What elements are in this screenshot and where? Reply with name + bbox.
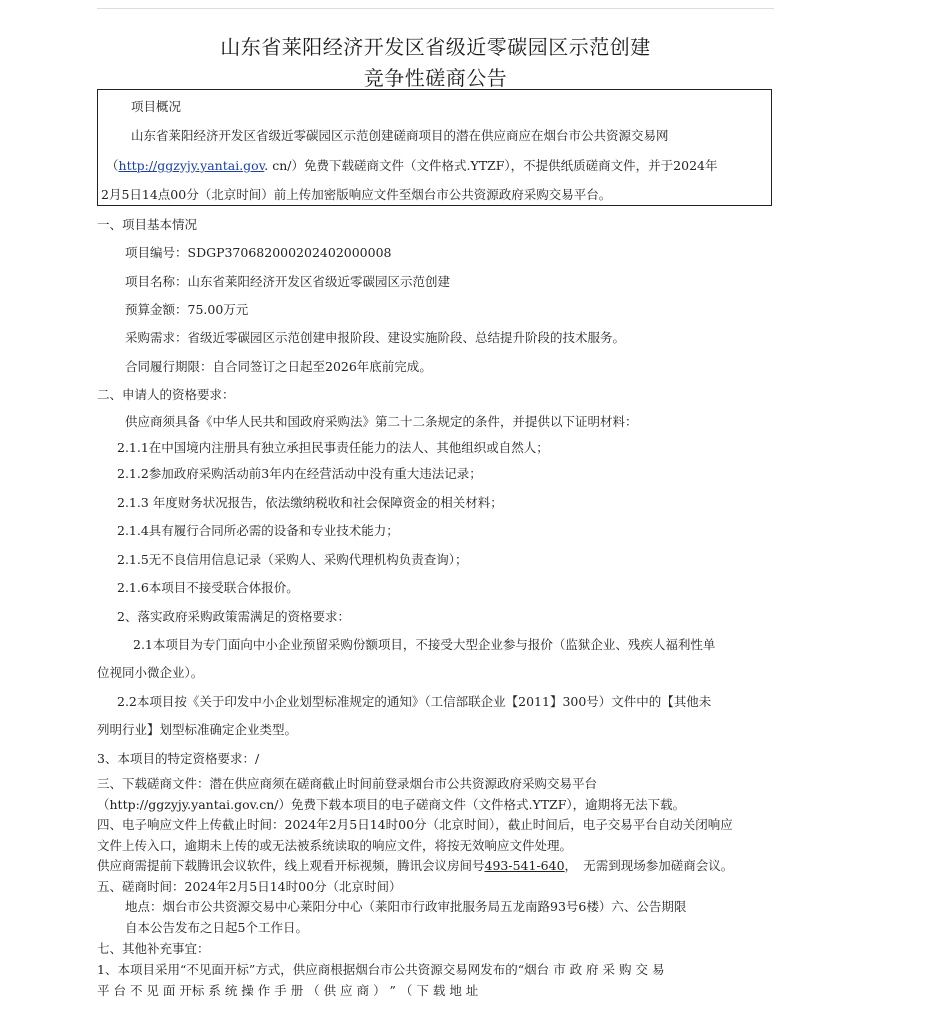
policy-item-2-line1: 2.2本项目按《关于印发中小企业划型标准规定的通知》（工信部联企业【2011】300号）文件中的【其他未 <box>117 694 712 709</box>
page-title-line1: 山东省莱阳经济开发区省级近零碳园区示范创建 <box>220 35 651 59</box>
qualification-item: 2.1.1在中国境内注册具有独立承担民事责任能力的法人、其他组织或自然人； <box>117 440 549 455</box>
section6-period: 自本公告发布之日起5个工作日。 <box>125 920 308 935</box>
top-divider <box>97 8 774 9</box>
section4-line3: 供应商需提前下载腾讯会议软件，线上观看开标视频，腾讯会议房间号493-541-640， 无需到现场参加磋商会议。 <box>97 858 734 873</box>
policy-item-2-line2: 列明行业】划型标准确定企业类型。 <box>97 722 298 737</box>
qualification-item: 2.1.4具有履行合同所必需的设备和专业技术能力； <box>117 523 399 538</box>
policy-item-1-line1: 2.1本项目为专门面向中小企业预留采购份额项目，不接受大型企业参与报价（监狱企业、残疾人福利性单 <box>133 637 716 652</box>
qualification-item: 2.1.3 年度财务状况报告，依法缴纳税收和社会保障资金的相关材料； <box>117 495 503 510</box>
page-title-line2: 竞争性磋商公告 <box>363 66 508 90</box>
section5-line1: 五、磋商时间：2024年2月5日14时00分（北京时间） <box>97 879 402 894</box>
overview-heading: 项目概况 <box>131 99 182 114</box>
section1-heading: 一、项目基本情况 <box>97 217 198 232</box>
specific-requirements: 3、本项目的特定资格要求：/ <box>97 751 260 766</box>
project-number: 项目编号：SDGP370682000202402000008 <box>125 245 392 260</box>
overview-box <box>97 89 772 206</box>
policy-heading: 2、落实政府采购政策需满足的资格要求： <box>117 609 350 624</box>
section7-line1: 1、本项目采用“不见面开标”方式，供应商根据烟台市公共资源交易网发布的“烟台 市 政 府 采 购 交 易 <box>97 962 665 977</box>
budget-amount: 预算金额：75.00万元 <box>125 302 249 317</box>
section3-line1: 三、下载磋商文件：潜在供应商须在磋商截止时间前登录烟台市公共资源政府采购交易平台 <box>97 776 598 791</box>
section4-line2: 文件上传入口，逾期未上传的或无法被系统读取的响应文件，将按无效响应文件处理。 <box>97 838 573 853</box>
meeting-room-id: 493-541-640 <box>484 858 565 873</box>
qualification-item: 2.1.6本项目不接受联合体报价。 <box>117 580 299 595</box>
project-name: 项目名称：山东省莱阳经济开发区省级近零碳园区示范创建 <box>125 274 451 289</box>
qualification-intro: 供应商须具备《中华人民共和国政府采购法》第二十二条规定的条件，并提供以下证明材料： <box>125 414 638 429</box>
overview-line1: 山东省莱阳经济开发区省级近零碳园区示范创建磋商项目的潜在供应商应在烟台市公共资源交易网 <box>131 128 669 143</box>
contract-period: 合同履行期限：自合同签订之日起至2026年底前完成。 <box>125 359 432 374</box>
download-link[interactable]: http://ggzyjy.yantai.gov <box>118 158 265 173</box>
overview-line2: （http://ggzyjy.yantai.gov. cn/）免费下载磋商文件（文件格式.YTZF），不提供纸质磋商文件，并于2024年 <box>106 158 718 173</box>
section3-line2: （http://ggzyjy.yantai.gov.cn/）免费下载本项目的电子磋商文件（文件格式.YTZF），逾期将无法下载。 <box>97 797 686 812</box>
overview-line3: 2月5日14点00分（北京时间）前上传加密版响应文件至烟台市公共资源政府采购交易平台。 <box>101 187 612 202</box>
section4-line1: 四、电子响应文件上传截止时间：2024年2月5日14时00分（北京时间），截止时间后，电子交易平台自动关闭响应 <box>97 817 733 832</box>
section2-heading: 二、申请人的资格要求： <box>97 387 235 402</box>
procurement-requirement: 采购需求：省级近零碳园区示范创建申报阶段、建设实施阶段、总结提升阶段的技术服务。 <box>125 330 626 345</box>
section5-location: 地点：烟台市公共资源交易中心莱阳分中心（莱阳市行政审批服务局五龙南路93号6楼）六、公告期限 <box>125 899 687 914</box>
policy-item-1-line2: 位视同小微企业）。 <box>97 665 204 680</box>
section7-line2: 平 台 不 见 面 开标 系 统 操 作 手 册 （ 供 应 商 ） ” （ 下 载 地 址 <box>97 983 479 998</box>
qualification-item: 2.1.2参加政府采购活动前3年内在经营活动中没有重大违法记录； <box>117 466 482 481</box>
qualification-item: 2.1.5无不良信用信息记录（采购人、采购代理机构负责查询）； <box>117 552 468 567</box>
section7-heading: 七、其他补充事宜： <box>97 941 210 956</box>
